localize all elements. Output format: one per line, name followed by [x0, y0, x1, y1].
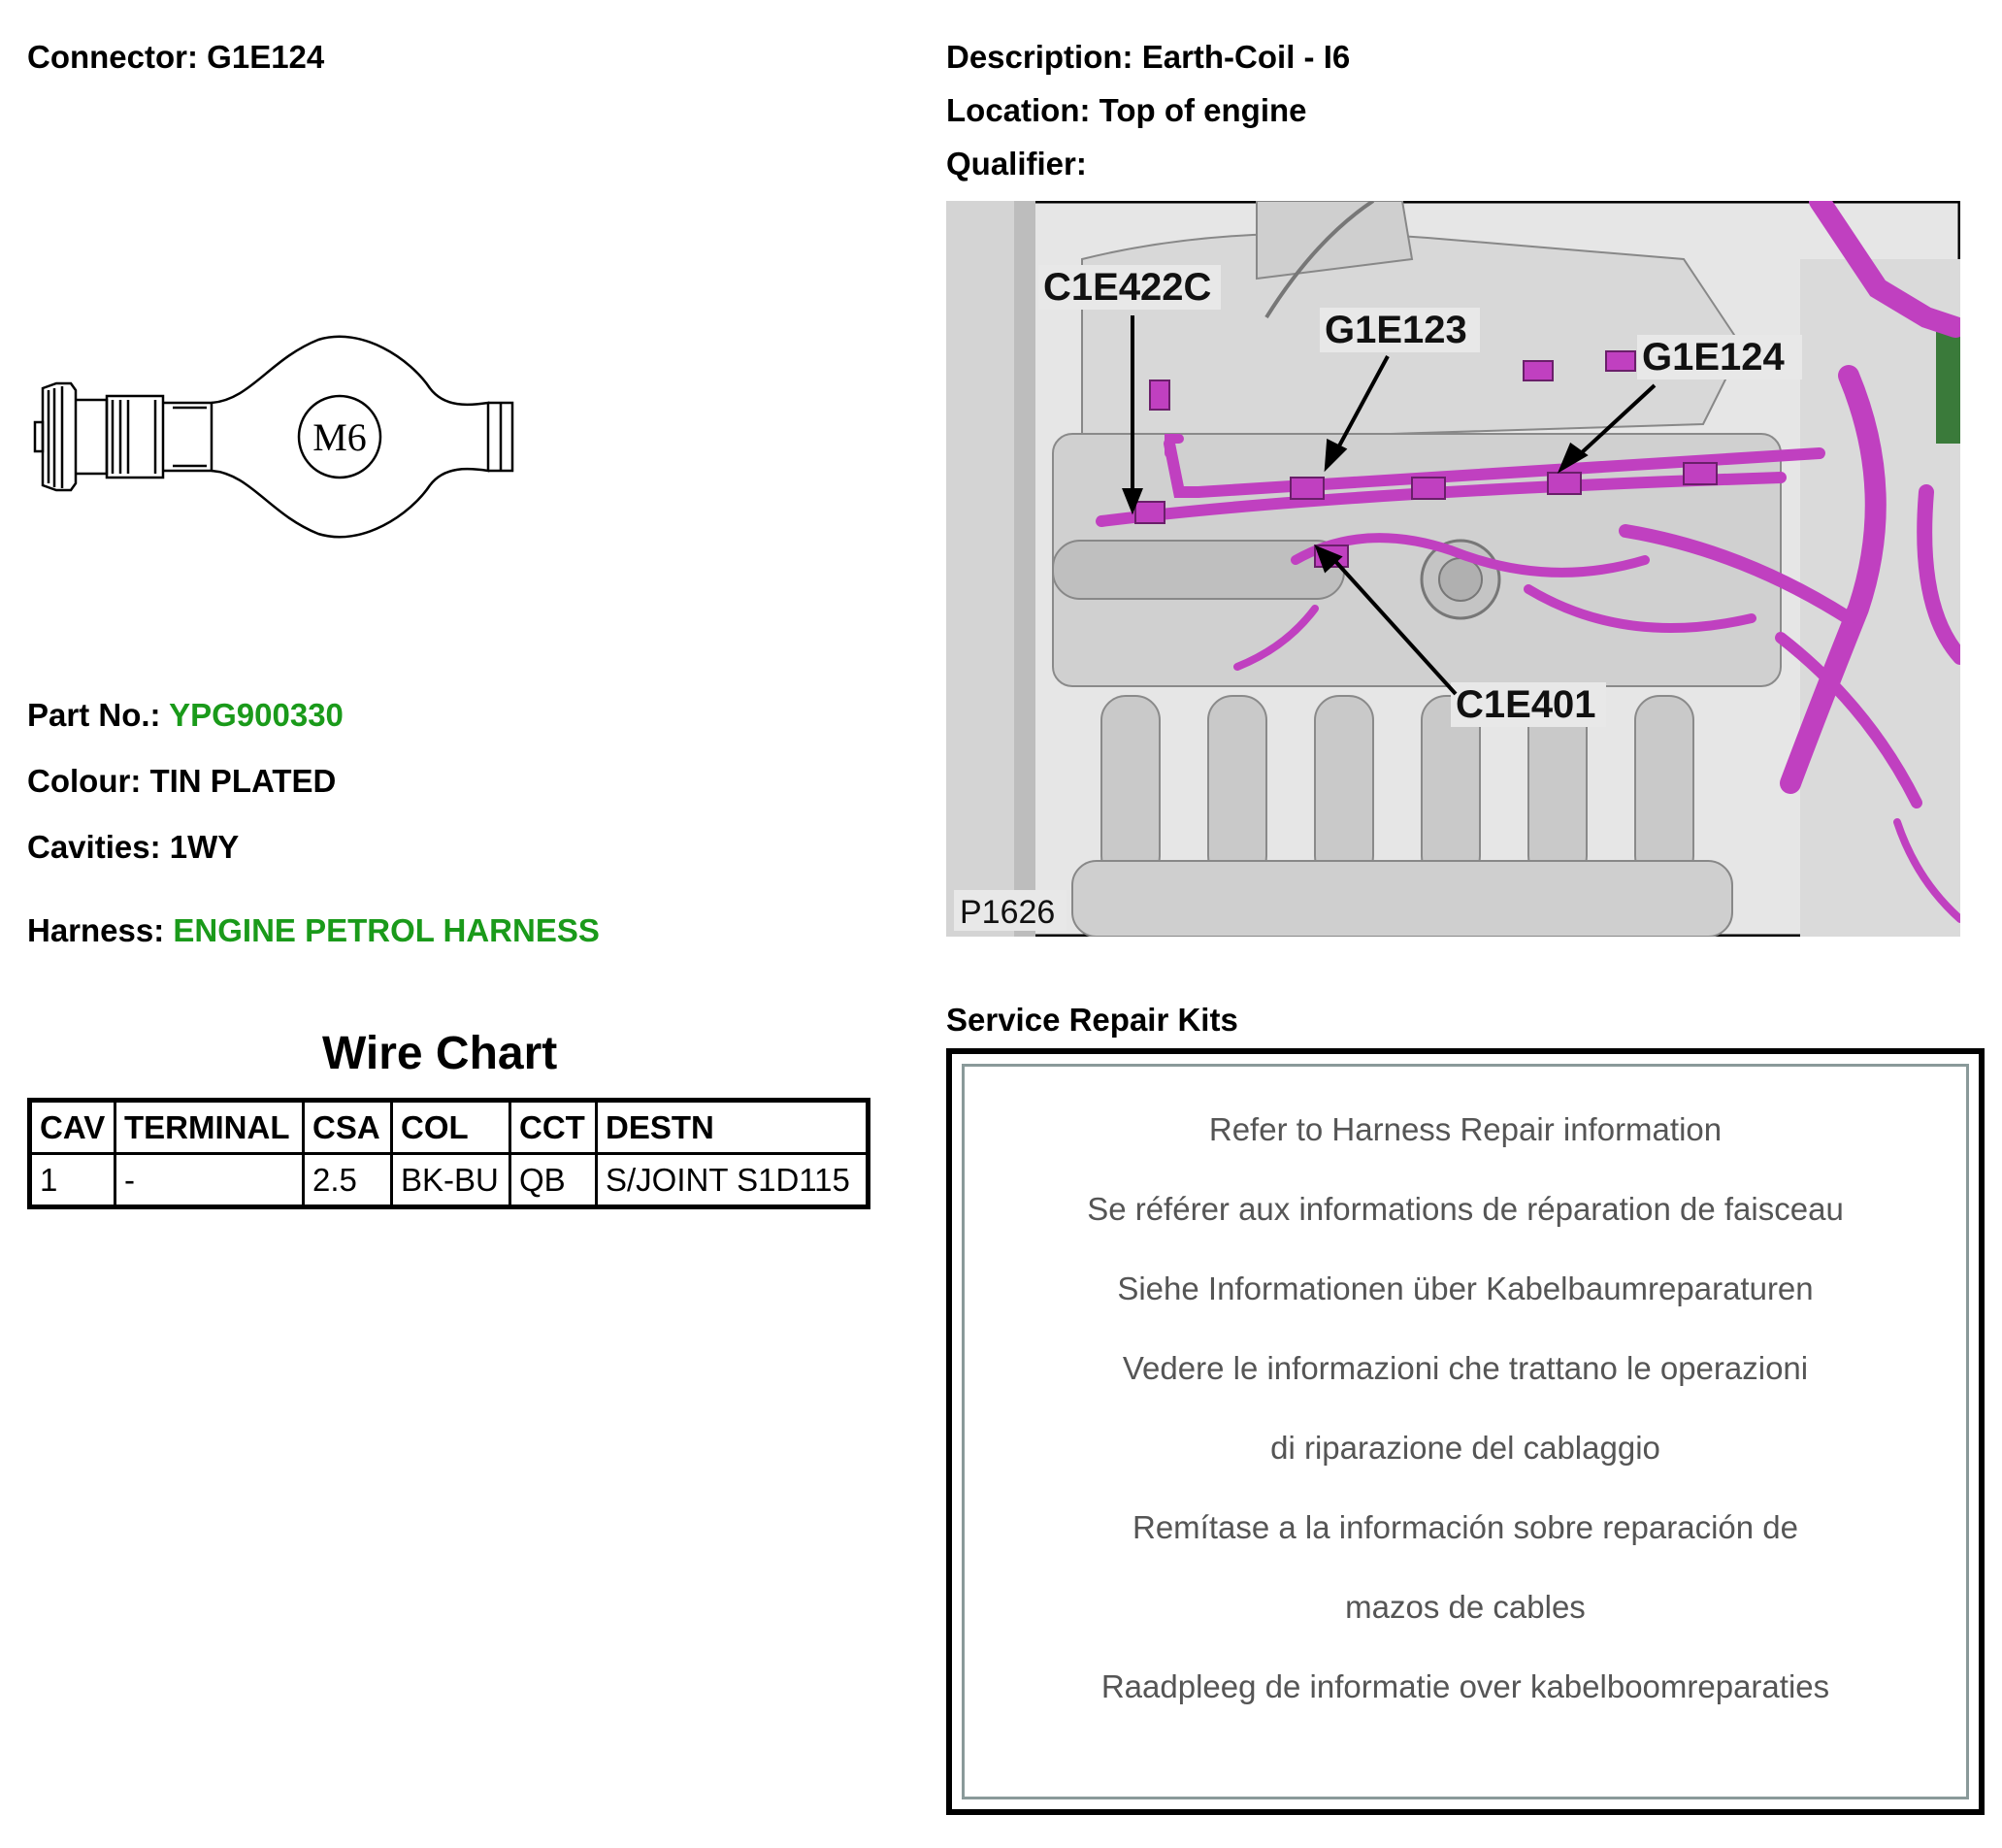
service-repair-kits-box — [946, 1048, 1985, 1815]
table-row — [30, 1154, 869, 1207]
kit-line: Remítase a la información sobre reparación de — [1132, 1509, 1799, 1545]
wire-chart-header-row — [30, 1101, 869, 1154]
callout-g1e124: G1E124 — [1642, 336, 1785, 379]
engine-location-photo — [946, 201, 1960, 937]
kit-line: mazos de cables — [1345, 1589, 1586, 1625]
description-field — [946, 39, 1350, 76]
stud-size-label: M6 — [312, 415, 367, 459]
harness-field — [27, 912, 600, 949]
figure-id: P1626 — [960, 894, 1056, 931]
callout-c1e401: C1E401 — [1456, 683, 1596, 726]
part-no-link[interactable]: YPG900330 — [169, 697, 344, 733]
description-label: Description: — [946, 39, 1133, 75]
callout-g1e123: G1E123 — [1325, 309, 1467, 351]
header-csa: CSA — [304, 1101, 392, 1154]
connector-field — [27, 39, 324, 76]
location-value: Top of engine — [1099, 92, 1307, 128]
cell-csa: 2.5 — [304, 1154, 392, 1207]
wire-chart-title: Wire Chart — [322, 1028, 558, 1079]
part-no-field — [27, 697, 344, 734]
cavities-field — [27, 829, 239, 866]
harness-label: Harness: — [27, 912, 165, 948]
kit-line: di riparazione del cablaggio — [1270, 1430, 1660, 1466]
wire-chart-table — [27, 1098, 870, 1209]
location-field — [946, 92, 1307, 129]
cavities-label: Cavities: — [27, 829, 161, 865]
part-no-label: Part No.: — [27, 697, 161, 733]
harness-link[interactable]: ENGINE PETROL HARNESS — [173, 912, 600, 948]
qualifier-field — [946, 146, 1087, 182]
header-cav: CAV — [30, 1101, 115, 1154]
kit-line: Raadpleeg de informatie over kabelboomreparaties — [1100, 1668, 1830, 1704]
service-repair-kits-inner — [962, 1064, 1969, 1799]
kit-line: Siehe Informationen über Kabelbaumreparaturen — [1117, 1270, 1814, 1306]
kit-line: Refer to Harness Repair information — [1208, 1111, 1723, 1147]
colour-field — [27, 763, 336, 800]
header-col: COL — [392, 1101, 510, 1154]
header-cct: CCT — [510, 1101, 597, 1154]
colour-label: Colour: — [27, 763, 142, 799]
description-value: Earth-Coil - I6 — [1141, 39, 1351, 75]
cell-terminal: - — [115, 1154, 304, 1207]
connector-value: G1E124 — [207, 39, 325, 75]
header-terminal: TERMINAL — [115, 1101, 304, 1154]
kit-line: Vedere le informazioni che trattano le operazioni — [1122, 1350, 1809, 1386]
location-label: Location: — [946, 92, 1091, 128]
header-destn: DESTN — [597, 1101, 869, 1154]
callout-c1e422c: C1E422C — [1043, 266, 1212, 309]
cell-cct: QB — [510, 1154, 597, 1207]
ring-terminal-diagram — [27, 330, 522, 544]
cell-destn[interactable]: S/JOINT S1D115 — [597, 1154, 869, 1207]
colour-value: TIN PLATED — [149, 763, 337, 799]
cell-col: BK-BU — [392, 1154, 510, 1207]
connector-label: Connector: — [27, 39, 198, 75]
kit-line: Se référer aux informations de réparation de faisceau — [1087, 1191, 1844, 1227]
qualifier-label: Qualifier: — [946, 146, 1087, 182]
cell-cav: 1 — [30, 1154, 115, 1207]
service-repair-kits-title: Service Repair Kits — [946, 1002, 1238, 1038]
cavities-value: 1WY — [169, 829, 240, 865]
